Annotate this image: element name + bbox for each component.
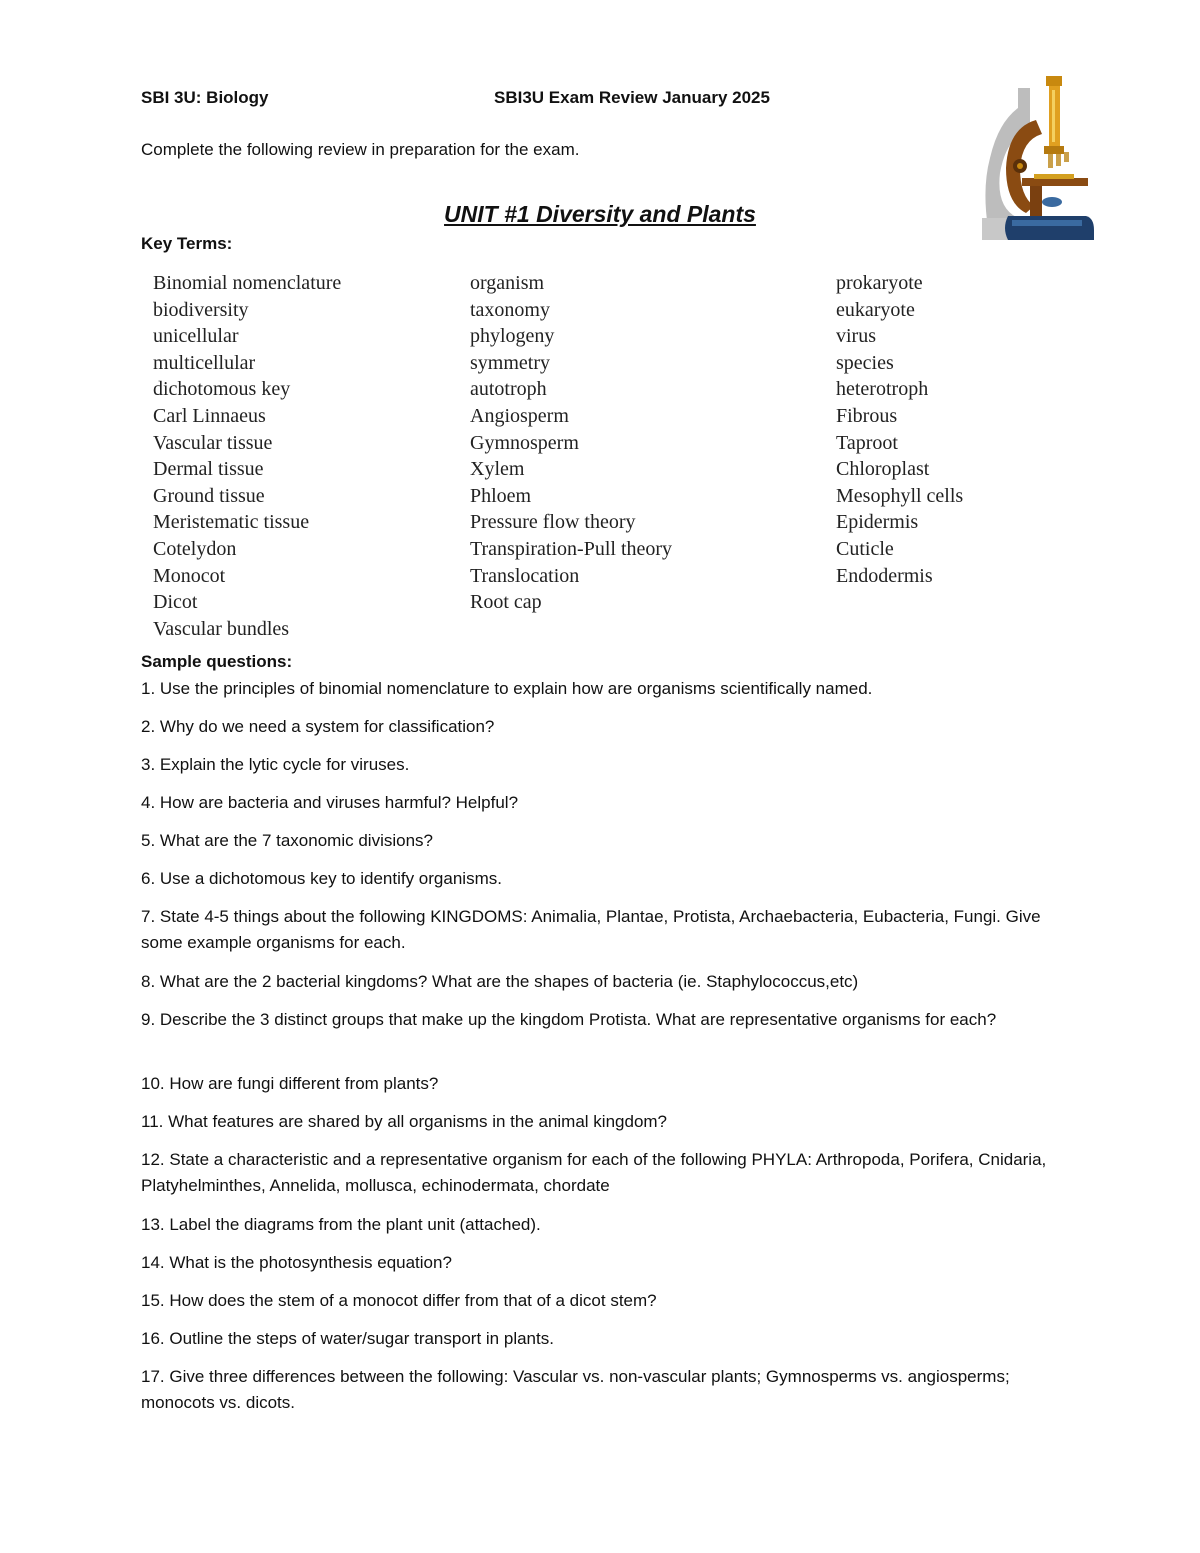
course-header: SBI 3U: Biology [141,88,269,107]
key-term: biodiversity [153,298,249,321]
key-term: autotroph [470,378,547,401]
key-term: symmetry [470,351,550,374]
question-16: 16. Outline the steps of water/sugar transport in plants. [141,1329,554,1348]
key-term: taxonomy [470,298,550,321]
question-2: 2. Why do we need a system for classification? [141,717,495,736]
key-term: Monocot [153,564,226,587]
key-term: Binomial nomenclature [153,272,342,294]
sample-questions-heading: Sample questions: [141,652,293,671]
key-term: Translocation [470,564,580,587]
key-term: virus [836,325,876,348]
key-term: Pressure flow theory [470,511,636,534]
key-term: Endodermis [836,564,933,587]
key-terms-column-1 [153,270,341,642]
question-14: 14. What is the photosynthesis equation? [141,1253,452,1272]
key-term: heterotroph [836,378,929,401]
key-terms-column-3 [836,270,963,589]
question-8: 8. What are the 2 bacterial kingdoms? What are the shapes of bacteria (ie. Staphylococcus,etc) [141,972,859,991]
key-term: Xylem [470,458,525,481]
key-term: Angiosperm [470,404,569,427]
key-term: Cuticle [836,537,894,560]
key-term: prokaryote [836,272,923,294]
key-term: Dicot [153,591,198,614]
key-term: Vascular tissue [153,431,273,454]
key-term: organism [470,272,545,294]
question-3: 3. Explain the lytic cycle for viruses. [141,755,410,774]
key-term: Dermal tissue [153,458,264,481]
question-12: 12. State a characteristic and a representative organism for each of the following PHYLA: Arthropoda, Porifera, Cnidaria, Platyhelminthes, Annelida, mollusca, echinodermata, chordate [141,1150,1047,1195]
key-term: Fibrous [836,404,898,427]
key-term: species [836,351,894,374]
key-term: Phloem [470,484,532,507]
key-term: Root cap [470,591,542,614]
question-11: 11. What features are shared by all organisms in the animal kingdom? [141,1112,668,1131]
key-term: Epidermis [836,511,919,534]
key-term: Carl Linnaeus [153,404,266,427]
question-17: 17. Give three differences between the following: Vascular vs. non-vascular plants; Gymnosperms vs. angiosperms; monocots vs. dicots. [141,1367,1010,1412]
key-term: Vascular bundles [153,617,290,640]
unit-title: UNIT #1 Diversity and Plants [444,201,756,227]
key-term: phylogeny [470,325,555,348]
question-5: 5. What are the 7 taxonomic divisions? [141,831,433,850]
question-1: 1. Use the principles of binomial nomenclature to explain how are organisms scientifically named. [141,679,873,698]
key-term: unicellular [153,325,239,348]
question-15: 15. How does the stem of a monocot differ from that of a dicot stem? [141,1291,657,1310]
key-terms-column-2 [470,270,672,616]
key-term: Ground tissue [153,484,265,507]
intro-text: Complete the following review in preparation for the exam. [141,140,580,159]
key-term: Mesophyll cells [836,484,964,507]
question-6: 6. Use a dichotomous key to identify organisms. [141,869,502,888]
key-term: Chloroplast [836,458,930,481]
key-term: eukaryote [836,298,915,321]
key-term: Transpiration-Pull theory [470,537,673,560]
question-4: 4. How are bacteria and viruses harmful? Helpful? [141,793,519,812]
question-7: 7. State 4-5 things about the following KINGDOMS: Animalia, Plantae, Protista, Archaebacteria, Eubacteria, Fungi. Give some example organisms for each. [141,907,1041,952]
key-terms-heading: Key Terms: [141,234,233,253]
question-13: 13. Label the diagrams from the plant unit (attached). [141,1215,541,1234]
key-term: Cotelydon [153,537,237,560]
key-term: multicellular [153,351,256,374]
key-term: Meristematic tissue [153,511,310,534]
key-term: Taproot [836,431,898,454]
document-title: SBI3U Exam Review January 2025 [494,88,770,107]
key-term: dichotomous key [153,378,291,401]
question-10: 10. How are fungi different from plants? [141,1074,439,1093]
key-term: Gymnosperm [470,431,579,454]
question-9: 9. Describe the 3 distinct groups that make up the kingdom Protista. What are representative organisms for each? [141,1010,997,1029]
